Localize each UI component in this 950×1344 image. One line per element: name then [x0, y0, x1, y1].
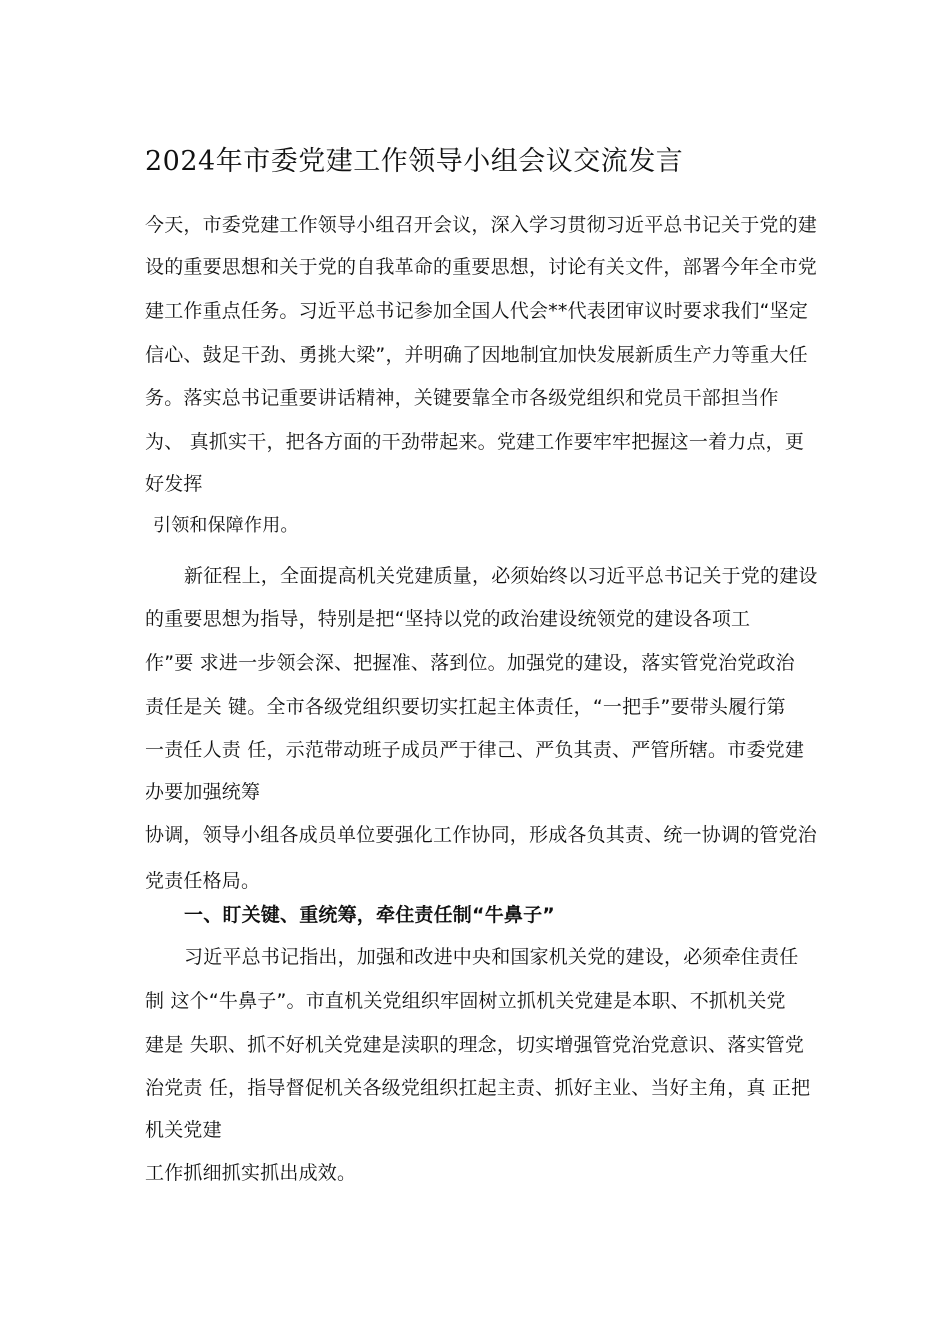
- paragraph-line: 习近平总书记指出，加强和改进中央和国家机关党的建设，必须牵住责任: [184, 946, 799, 968]
- paragraph-line: 一责任人责 任，示范带动班子成员严于律己、严负其责、严管所辖。市委党建: [145, 739, 805, 761]
- section-heading: 一、盯关键、重统筹，牵住责任制“牛鼻子”: [184, 904, 555, 926]
- paragraph-line: 协调，领导小组各成员单位要强化工作协同，形成各负其责、统一协调的管党治: [145, 824, 818, 846]
- paragraph-line: 建工作重点任务。习近平总书记参加全国人代会**代表团审议时要求我们“坚定: [145, 300, 809, 322]
- paragraph-line: 信心、鼓足干劲、勇挑大梁”，并明确了因地制宜加快发展新质生产力等重大任: [145, 344, 808, 366]
- document-title: 2024年市委党建工作领导小组会议交流发言: [145, 146, 684, 177]
- paragraph-line: 为、 真抓实干，把各方面的干劲带起来。党建工作要牢牢把握这一着力点，更: [145, 431, 805, 453]
- paragraph-line: 治党责 任，指导督促机关各级党组织扛起主责、抓好主业、当好主角，真 正把: [145, 1077, 811, 1099]
- paragraph-line: 的重要思想为指导，特别是把“坚持以党的政治建设统领党的建设各项工: [145, 608, 751, 630]
- paragraph-line: 务。落实总书记重要讲话精神，关键要靠全市各级党组织和党员干部担当作: [145, 387, 779, 409]
- paragraph-line: 设的重要思想和关于党的自我革命的重要思想，讨论有关文件，部署今年全市党: [145, 256, 818, 278]
- paragraph-line: 好发挥: [145, 473, 203, 495]
- paragraph-line: 今天，市委党建工作领导小组召开会议，深入学习贯彻习近平总书记关于党的建: [145, 214, 818, 236]
- paragraph-line: 新征程上，全面提高机关党建质量，必须始终以习近平总书记关于党的建设: [184, 565, 818, 587]
- paragraph-line: 建是 失职、抓不好机关党建是渎职的理念，切实增强管党治党意识、落实管党: [145, 1034, 805, 1056]
- paragraph-line: 作”要 求进一步领会深、把握准、落到位。加强党的建设，落实管党治党政治: [145, 652, 795, 674]
- paragraph-line: 办要加强统筹: [145, 781, 261, 803]
- paragraph-line: 工作抓细抓实抓出成效。: [145, 1162, 357, 1184]
- paragraph-line: 引领和保障作用。: [153, 515, 299, 536]
- paragraph-line: 制 这个“牛鼻子”。市直机关党组织牢固树立抓机关党建是本职、不抓机关党: [145, 990, 786, 1012]
- paragraph-line: 责任是关 键。全市各级党组织要切实扛起主体责任，“一把手”要带头履行第: [145, 696, 786, 718]
- paragraph-line: 党责任格局。: [145, 870, 261, 892]
- paragraph-line: 机关党建: [145, 1119, 222, 1141]
